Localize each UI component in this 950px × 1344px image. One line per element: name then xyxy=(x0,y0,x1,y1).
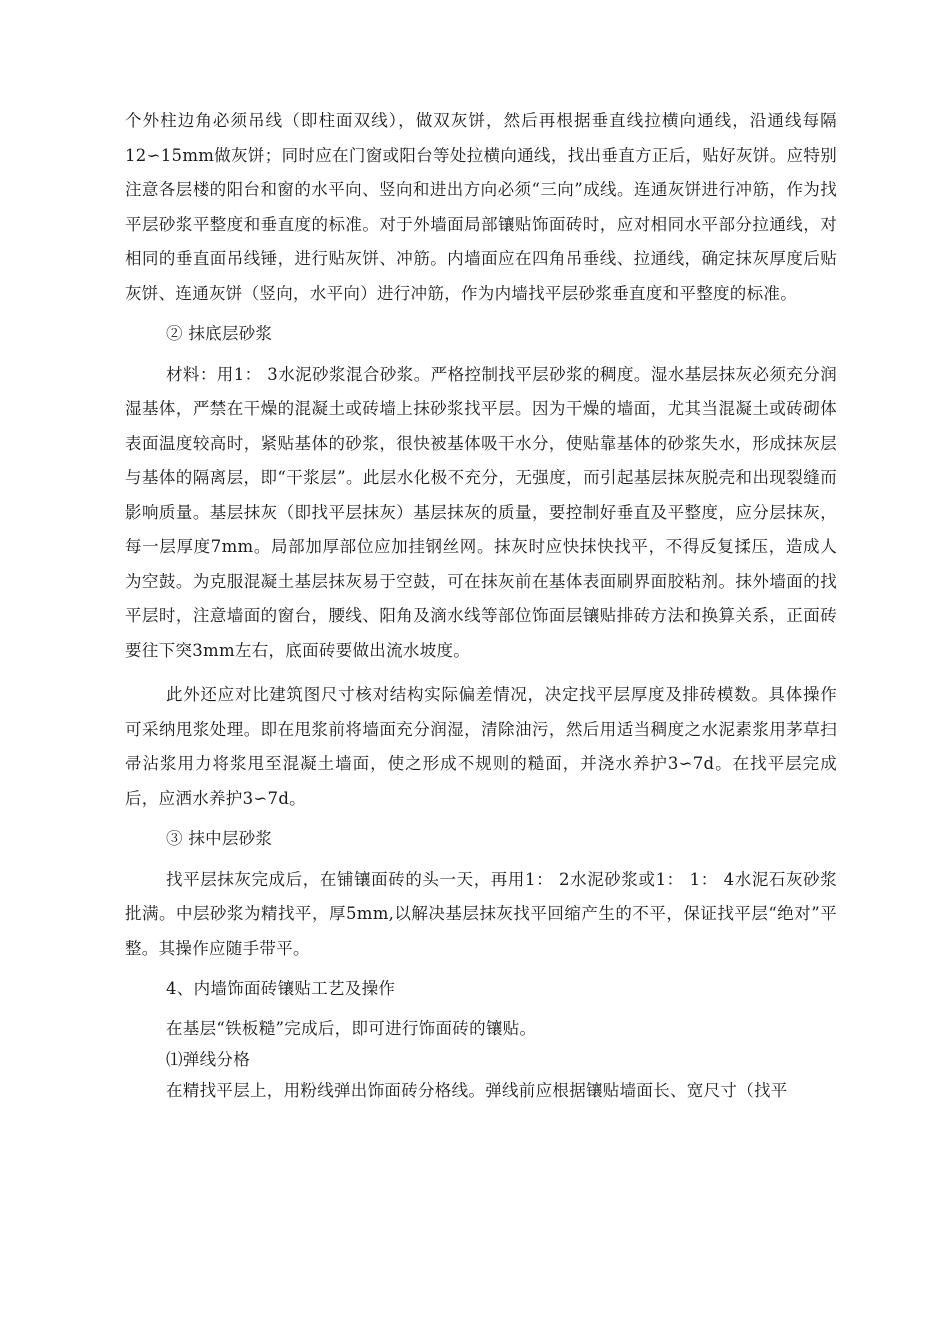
paragraph-after-base: 在基层“铁板糙”完成后，即可进行饰面砖的镶贴。 xyxy=(166,1018,537,1038)
paragraph-leveling-points: 个外柱边角必须吊线（即柱面双线），做双灰饼，然后再根据垂直线拉横向通线，沿通线每隔12∽15mm做灰饼；同时应在门窗或阳台等处拉横向通线，找出垂直方正后，贴好灰饼。应特别注意各层楼的阳台和窗的水平向、竖向和进出方向必须“三向”成线。连通灰饼进行冲筋，作为找平层砂浆平整度和垂直度的标准。对于外墙面局部镶贴饰面砖时，应对相同水平部分拉通线，对相同的垂直面吊线锤，进行贴灰饼、冲筋。内墙面应在四角吊垂线、拉通线，确定抹灰厚度后贴灰饼、连通灰饼（竖向，水平向）进行冲筋，作为内墙找平层砂浆垂直度和平整度的标准。 xyxy=(125,111,837,303)
paragraph-middle-coat: 找平层抹灰完成后，在铺镶面砖的头一天，再用1： 2水泥砂浆或1： 1： 4水泥石灰砂浆批满。中层砂浆为精找平，厚5mm,以解决基层抹灰找平回缩产生的不平，保证找平层“绝对”平整。其操作应随手带平。 xyxy=(125,869,837,958)
paragraph-deviation-check: 此外还应对比建筑图尺寸核对结构实际偏差情况，决定找平层厚度及排砖模数。具体操作可采纳甩浆处理。即在甩浆前将墙面充分润湿，清除油污，然后用适当稠度之水泥素浆用茅草扫帚沾浆用力将浆甩至混凝土墙面，使之形成不规则的糙面，并浇水养护3∽7d。在找平层完成后，应洒水养护3∽7d。 xyxy=(125,685,837,808)
paragraph-line-marking: 在精找平层上，用粉线弹出饰面砖分格线。弹线前应根据镶贴墙面长、宽尺寸（找平 xyxy=(166,1080,788,1100)
heading-section-4: 4、内墙饰面砖镶贴工艺及操作 xyxy=(166,979,396,998)
heading-base-coat: ② 抹底层砂浆 xyxy=(166,324,273,343)
document-body xyxy=(125,104,837,1106)
heading-line-marking: ⑴弹线分格 xyxy=(166,1049,250,1069)
heading-middle-coat: ③ 抹中层砂浆 xyxy=(166,829,273,848)
paragraph-base-coat-materials: 材料：用1： 3水泥砂浆混合砂浆。严格控制找平层砂浆的稠度。湿水基层抹灰必须充分润湿基体，严禁在干燥的混凝土或砖墙上抹砂浆找平层。因为干燥的墙面，尤其当混凝土或砖砌体表面温度较高时，紧贴基体的砂浆，很快被基体吸干水分，使贴靠基体的砂浆失水，形成抹灰层与基体的隔离层，即“干浆层”。此层水化极不充分，无强度，而引起基层抹灰脱壳和出现裂缝而影响质量。基层抹灰（即找平层抹灰）基层抹灰的质量，要控制好垂直及平整度，应分层抹灰，每一层厚度7mm。局部加厚部位应加挂钢丝网。抹灰时应快抹快找平，不得反复揉压，造成人为空鼓。为克服混凝土基层抹灰易于空鼓，可在抹灰前在基体表面刷界面胶粘剂。抹外墙面的找平层时，注意墙面的窗台，腰线、阳角及滴水线等部位饰面层镶贴排砖方法和换算关系，正面砖要往下突3mm左右，底面砖要做出流水坡度。 xyxy=(125,364,837,660)
